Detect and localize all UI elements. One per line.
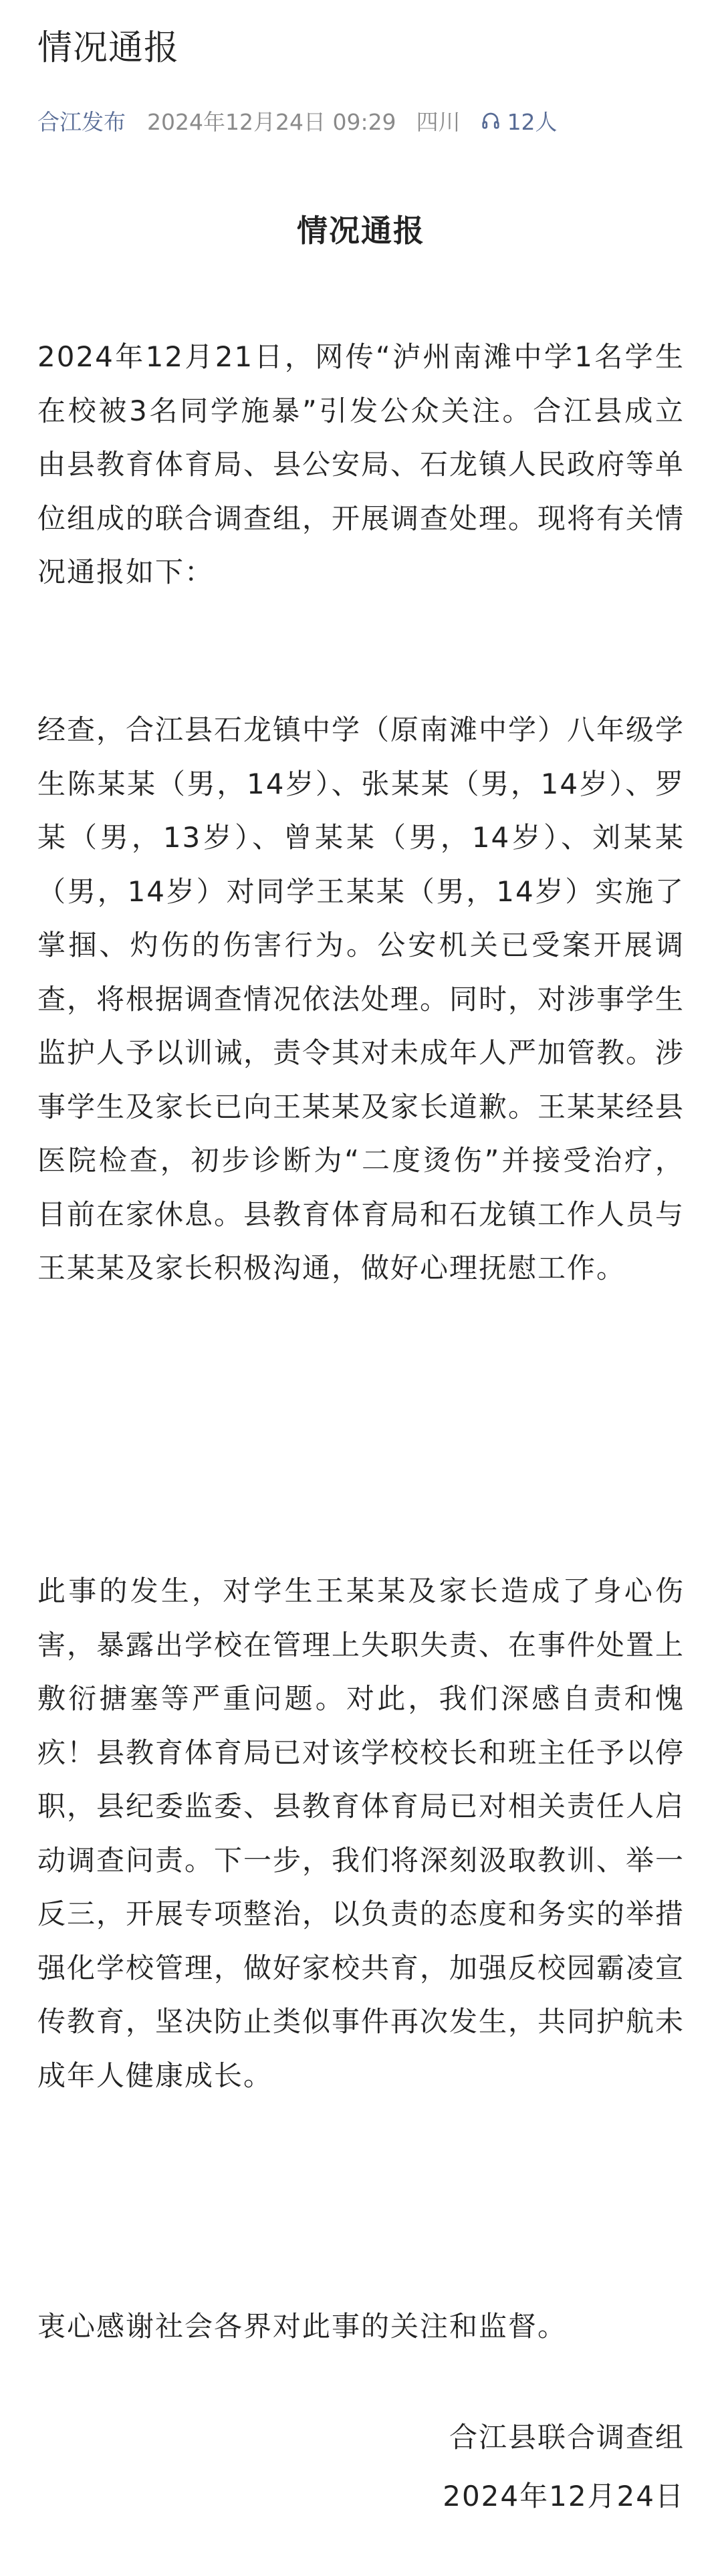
notice-paragraph-findings: 经查，合江县石龙镇中学（原南滩中学）八年级学生陈某某（男，14岁）、张某某（男，14岁）、罗某（男，13岁）、曾某某（男，14岁）、刘某某（男，14岁）对同学王某某（男，14岁）实施了掌掴、灼伤的伤害行为。公安机关已受案开展调查，将根据调查情况依法处理。同时，对涉事学生监护人予以训诫，责令其对未成年人严加管教。涉事学生及家长已向王某某及家长道歉。王某某经县医院检查，初步诊断为“二度烫伤”并接受治疗，目前在家休息。县教育体育局和石龙镇工作人员与王某某及家长积极沟通，做好心理抚慰工作。	[37, 713, 685, 1284]
notice-heading: 情况通报	[297, 213, 425, 249]
source-account-link[interactable]: 合江发布	[37, 108, 126, 135]
notice-paragraph-thanks: 衷心感谢社会各界对此事的关注和监督。	[37, 2310, 568, 2343]
notice-paragraph-accountability: 此事的发生，对学生王某某及家长造成了身心伤害，暴露出学校在管理上失职失责、在事件处置上敷衍搪塞等严重问题。对此，我们深感自责和愧疚！县教育体育局已对该学校校长和班主任予以停职，县纪委监委、县教育体育局已对相关责任人启动调查问责。下一步，我们将深刻汲取教训、举一反三，开展专项整治，以负责的态度和务实的举措强化学校管理，做好家校共育，加强反校园霸凌宣传教育，坚决防止类似事件再次发生，共同护航未成年人健康成长。	[37, 1574, 685, 2092]
publish-location: 四川	[416, 108, 461, 135]
publish-date: 2024年12月24日 09:29	[147, 108, 396, 135]
signature-date: 2024年12月24日	[443, 2480, 685, 2512]
headphones-icon	[481, 110, 501, 130]
signature-organization: 合江县联合调查组	[449, 2421, 685, 2454]
listen-count: 12人	[507, 108, 558, 135]
article-title: 情况通报	[37, 28, 180, 68]
listen-button[interactable]	[481, 105, 558, 136]
notice-paragraph-intro: 2024年12月21日，网传“泸州南滩中学1名学生在校被3名同学施暴”引发公众关注。合江县成立由县教育体育局、县公安局、石龙镇人民政府等单位组成的联合调查组，开展调查处理。现将有关情况通报如下：	[37, 340, 685, 588]
article-meta	[37, 102, 558, 139]
